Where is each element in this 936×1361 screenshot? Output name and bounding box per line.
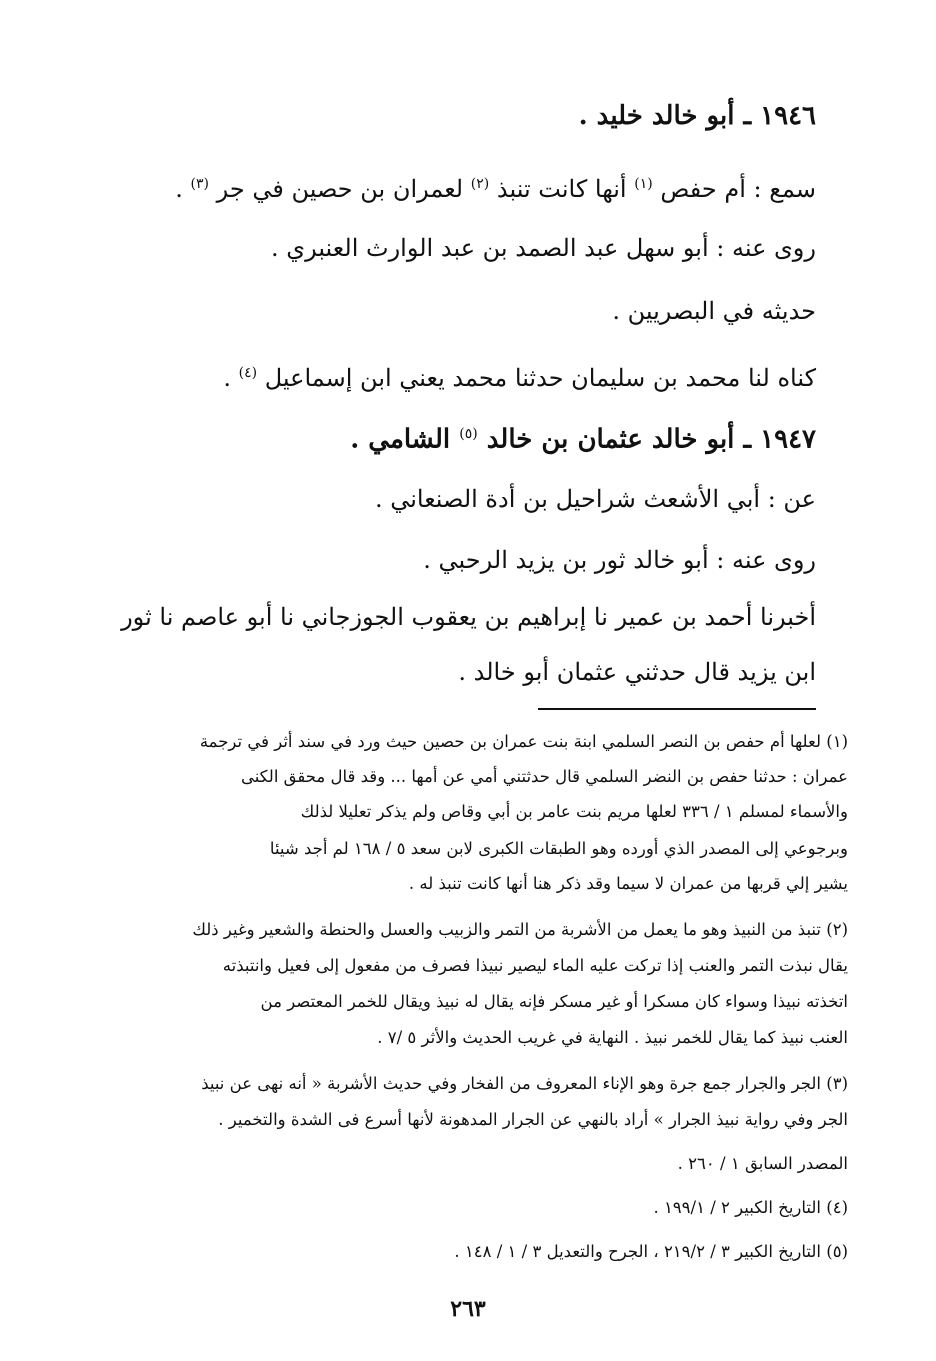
entry-1947-title: ١٩٤٧ ـ أبو خالد عثمان بن خالد <box>486 424 816 455</box>
entry-1946-riwa <box>271 232 816 264</box>
footnote-1-line-5: يشير إلي قربها من عمران لا سيما وقد ذكر هنا أنها كانت تنبذ له . <box>408 874 848 893</box>
an-text: عن : أبي الأشعث شراحيل بن أدة الصنعاني . <box>374 485 816 513</box>
riwa-text: روى عنه : أبو سهل عبد الصمد بن عبد الوارث العنبري . <box>271 234 816 262</box>
footnote-1-line-1: (١) لعلها أم حفص بن النصر السلمي ابنة بنت عمران بن حصين حيث ورد في سند أثر في ترجمة <box>199 732 848 751</box>
entry-1947-title-2: الشامي . <box>350 424 451 455</box>
entry-1947-an <box>375 483 816 515</box>
entry-1946-heading <box>579 100 816 132</box>
footnote-2-line-4: العنب نبيذ كما يقال للخمر نبيذ . النهاية في غريب الحديث والأثر ٥ /٧ . <box>377 1028 848 1047</box>
footnote-2-line-1: (٢) تنبذ من النبيذ وهو ما يعمل من الأشربة من التمر والزبيب والعسل والحنطة والشعير وغير ذلك <box>192 920 848 939</box>
entry-1946-hadith <box>612 295 816 327</box>
footnote-3-line-2: الجر وفي رواية نبيذ الجرار » أراد بالنهي عن الجرار المدهونة لأنها أسرع فى الشدة والتخمير . <box>218 1110 848 1129</box>
entry-1947-akhbarana-1 <box>121 601 816 633</box>
akhbarana-text: أخبرنا أحمد بن عمير نا إبراهيم بن يعقوب الجوزجاني نا أبو عاصم نا ثور <box>121 603 816 631</box>
period: . <box>223 364 231 392</box>
entry-1947-heading <box>350 418 816 456</box>
akhbarana-text-2: ابن يزيد قال حدثني عثمان أبو خالد . <box>458 658 816 686</box>
footnote-1-line-3: والأسماء لمسلم ١ / ٣٣٦ لعلها مريم بنت عامر بن أبي وقاص ولم يذكر تعليلا لذلك <box>300 802 848 821</box>
footnote-ref-4[interactable]: (٤) <box>238 365 258 381</box>
footnote-separator <box>538 708 816 710</box>
footnote-2-line-2: يقال نبذت التمر والعنب إذا تركت عليه الماء ليصير نبيذا فصرف من مفعول إلى فعيل وانتبذته <box>222 956 848 975</box>
sama-text: سمع : أم حفص <box>660 175 816 203</box>
entry-1946-kunah <box>223 357 816 394</box>
footnote-ref-5[interactable]: (٥) <box>459 426 478 442</box>
entry-1947-riwa <box>423 544 816 576</box>
kunah-text: كناه لنا محمد بن سليمان حدثنا محمد يعني ابن إسماعيل <box>264 364 816 392</box>
footnote-5: (٥) التاريخ الكبير ٣ / ٢١٩/٢ ، الجرح والتعديل ٣ / ١ / ١٤٨ . <box>454 1242 848 1261</box>
footnote-ref-1[interactable]: (١) <box>634 176 653 192</box>
period: . <box>175 175 183 203</box>
footnote-ref-2[interactable]: (٢) <box>470 176 490 192</box>
entry-1946-sama-line <box>175 168 816 205</box>
sama-text-3: لعمران بن حصين في جر <box>216 175 464 203</box>
page-number: ٢٦٣ <box>450 1296 486 1322</box>
footnote-3-line-3: المصدر السابق ١ / ٢٦٠ . <box>677 1154 848 1173</box>
entry-1946-title: ١٩٤٦ ـ أبو خالد خليد . <box>578 101 816 131</box>
footnote-2-line-3: اتخذته نبيذا وسواء كان مسكرا أو غير مسكر فإنه يقال له نبيذ ويقال للخمر المعتصر من <box>260 992 848 1011</box>
footnote-4: (٤) التاريخ الكبير ٢ / ١٩٩/١ . <box>653 1198 848 1217</box>
footnote-ref-3[interactable]: (٣) <box>190 176 209 192</box>
footnote-3-line-1: (٣) الجر والجرار جمع جرة وهو الإناء المعروف من الفخار وفي حديث الأشربة « أنه نهى عن نبيذ <box>201 1074 848 1093</box>
footnote-1-line-4: وبرجوعي إلى المصدر الذي أورده وهو الطبقات الكبرى لابن سعد ٥ / ١٦٨ لم أجد شيئا <box>269 839 848 858</box>
sama-text-2: أنها كانت تنبذ <box>496 175 627 203</box>
riwa-text: روى عنه : أبو خالد ثور بن يزيد الرحبي . <box>423 546 816 574</box>
hadith-text: حديثه في البصريين . <box>612 297 816 325</box>
entry-1947-akhbarana-2 <box>458 656 816 688</box>
footnote-1-line-2: عمران : حدثنا حفص بن النضر السلمي قال حدثتني أمي عن أمها ... وقد قال محقق الكنى <box>240 767 848 786</box>
